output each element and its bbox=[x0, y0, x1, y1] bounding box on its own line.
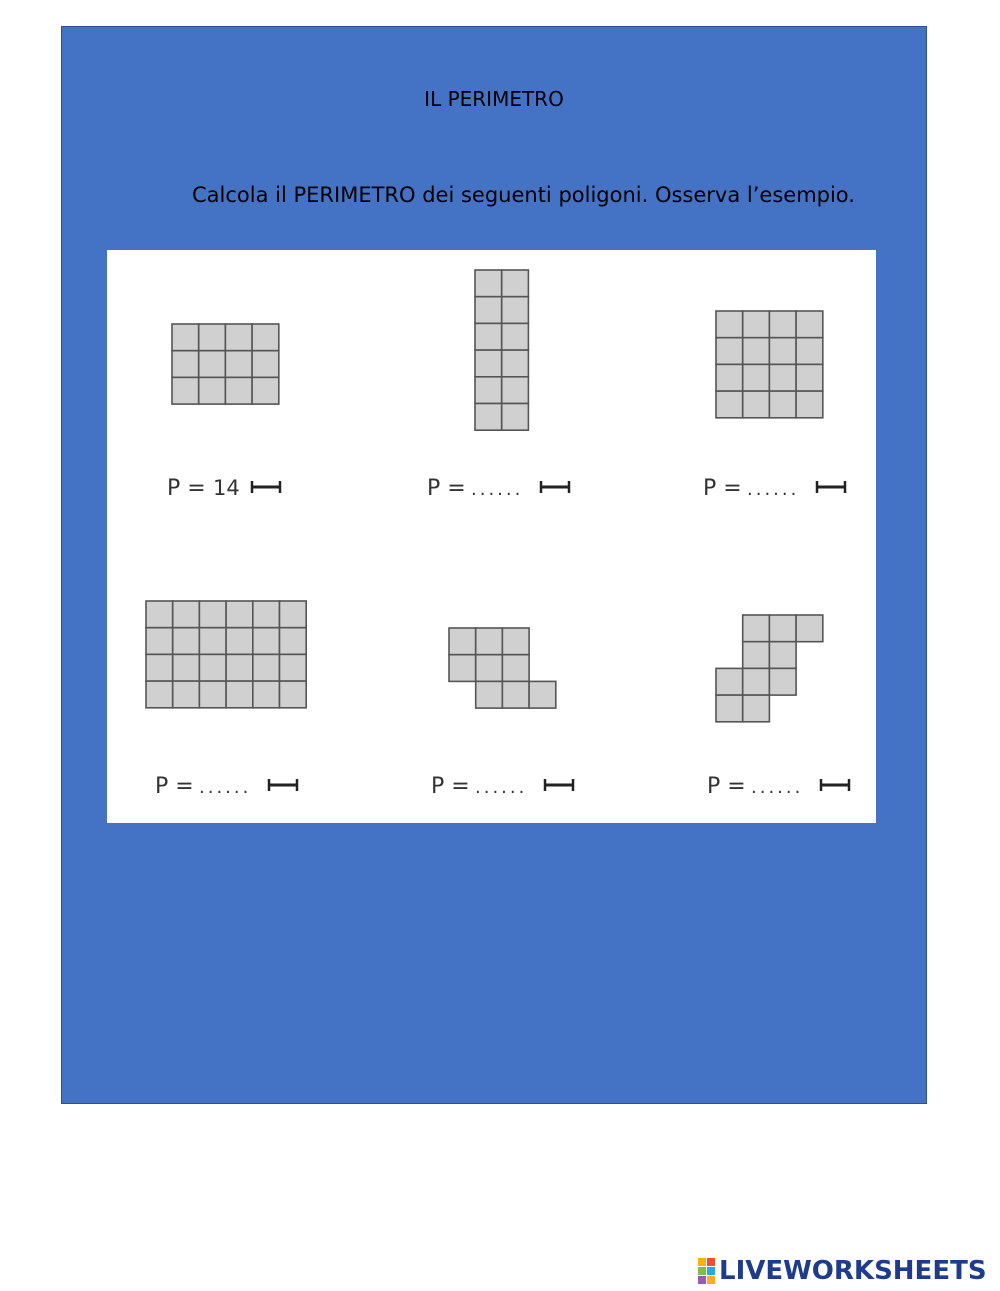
grid-square bbox=[796, 364, 823, 391]
perimeter-label: P = bbox=[703, 476, 742, 501]
grid-square bbox=[796, 311, 823, 338]
instruction-text: Calcola il PERIMETRO dei seguenti poligoni. Osserva l’esempio. bbox=[192, 183, 855, 207]
grid-square bbox=[475, 377, 502, 404]
grid-square bbox=[172, 351, 199, 378]
grid-square bbox=[226, 654, 253, 681]
perimeter-label: P = bbox=[427, 476, 466, 501]
grid-square bbox=[226, 681, 253, 708]
grid-square bbox=[502, 681, 529, 708]
grid-square bbox=[796, 615, 823, 642]
grid-square bbox=[743, 695, 770, 722]
grid-square bbox=[743, 311, 770, 338]
answer-blank[interactable]: ...... bbox=[199, 777, 252, 798]
grid-square bbox=[769, 311, 796, 338]
grid-square bbox=[199, 681, 226, 708]
polygon-2 bbox=[475, 270, 528, 430]
unit-segment-icon bbox=[269, 779, 297, 791]
grid-square bbox=[199, 324, 226, 351]
perimeter-line-4 bbox=[155, 774, 297, 799]
grid-square bbox=[743, 642, 770, 669]
exercise-sheet bbox=[107, 250, 876, 823]
grid-square bbox=[173, 601, 200, 628]
grid-square bbox=[743, 615, 770, 642]
perimeter-label: P = bbox=[431, 774, 470, 799]
perimeter-label: P = bbox=[155, 774, 194, 799]
grid-square bbox=[502, 655, 529, 682]
grid-square bbox=[502, 270, 529, 297]
grid-square bbox=[172, 377, 199, 404]
grid-square bbox=[475, 404, 502, 431]
grid-square bbox=[743, 391, 770, 418]
grid-square bbox=[796, 391, 823, 418]
perimeter-line-3 bbox=[703, 476, 845, 501]
grid-square bbox=[475, 323, 502, 350]
page-title: IL PERIMETRO bbox=[424, 87, 564, 111]
polygon-3 bbox=[716, 311, 823, 418]
grid-square bbox=[449, 655, 476, 682]
grid-square bbox=[173, 681, 200, 708]
grid-square bbox=[199, 628, 226, 655]
grid-square bbox=[280, 681, 307, 708]
grid-square bbox=[475, 350, 502, 377]
grid-square bbox=[252, 351, 279, 378]
logo-mark-icon bbox=[698, 1258, 715, 1284]
grid-square bbox=[199, 601, 226, 628]
unit-segment-icon bbox=[541, 481, 569, 493]
perimeter-label: P = bbox=[167, 476, 206, 501]
polygon-5 bbox=[449, 628, 556, 708]
grid-square bbox=[769, 615, 796, 642]
grid-square bbox=[716, 338, 743, 365]
perimeter-label: P = bbox=[707, 774, 746, 799]
grid-square bbox=[769, 668, 796, 695]
grid-square bbox=[253, 628, 280, 655]
grid-square bbox=[716, 668, 743, 695]
grid-square bbox=[173, 654, 200, 681]
grid-square bbox=[199, 654, 226, 681]
polygon-4 bbox=[146, 601, 306, 708]
grid-square bbox=[173, 628, 200, 655]
answer-blank[interactable]: ...... bbox=[475, 777, 528, 798]
grid-square bbox=[146, 681, 173, 708]
grid-square bbox=[225, 324, 252, 351]
grid-square bbox=[502, 323, 529, 350]
grid-square bbox=[280, 654, 307, 681]
grid-square bbox=[476, 681, 503, 708]
grid-square bbox=[743, 364, 770, 391]
grid-square bbox=[502, 297, 529, 324]
polygon-6 bbox=[716, 615, 823, 722]
grid-square bbox=[253, 601, 280, 628]
perimeter-answer: 14 bbox=[213, 476, 240, 500]
grid-square bbox=[716, 695, 743, 722]
perimeter-line-2 bbox=[427, 476, 569, 501]
grid-square bbox=[172, 324, 199, 351]
grid-square bbox=[769, 642, 796, 669]
grid-square bbox=[475, 297, 502, 324]
grid-square bbox=[716, 391, 743, 418]
perimeter-line-6 bbox=[707, 774, 849, 799]
polygons-figure bbox=[107, 250, 876, 823]
grid-square bbox=[199, 377, 226, 404]
unit-segment-icon bbox=[821, 779, 849, 791]
grid-square bbox=[146, 601, 173, 628]
grid-square bbox=[769, 391, 796, 418]
perimeter-line-5 bbox=[431, 774, 573, 799]
grid-square bbox=[449, 628, 476, 655]
grid-square bbox=[743, 338, 770, 365]
grid-square bbox=[796, 338, 823, 365]
grid-square bbox=[476, 655, 503, 682]
grid-square bbox=[769, 364, 796, 391]
polygon-1 bbox=[172, 324, 279, 404]
grid-square bbox=[502, 350, 529, 377]
grid-square bbox=[502, 628, 529, 655]
brand-name: LIVEWORKSHEETS bbox=[719, 1256, 987, 1286]
grid-square bbox=[199, 351, 226, 378]
grid-square bbox=[253, 654, 280, 681]
unit-segment-icon bbox=[252, 481, 280, 493]
liveworksheets-logo bbox=[698, 1255, 987, 1287]
grid-square bbox=[252, 377, 279, 404]
grid-square bbox=[253, 681, 280, 708]
grid-square bbox=[475, 270, 502, 297]
grid-square bbox=[252, 324, 279, 351]
grid-square bbox=[280, 601, 307, 628]
grid-square bbox=[502, 404, 529, 431]
grid-square bbox=[502, 377, 529, 404]
grid-square bbox=[529, 681, 556, 708]
grid-square bbox=[743, 668, 770, 695]
unit-segment-icon bbox=[545, 779, 573, 791]
grid-square bbox=[146, 628, 173, 655]
grid-square bbox=[225, 377, 252, 404]
answer-blank[interactable]: ...... bbox=[747, 479, 800, 500]
answer-blank[interactable]: ...... bbox=[751, 777, 804, 798]
unit-segment-icon bbox=[817, 481, 845, 493]
answer-blank[interactable]: ...... bbox=[471, 479, 524, 500]
grid-square bbox=[716, 364, 743, 391]
grid-square bbox=[146, 654, 173, 681]
grid-square bbox=[226, 628, 253, 655]
grid-square bbox=[280, 628, 307, 655]
grid-square bbox=[476, 628, 503, 655]
grid-square bbox=[225, 351, 252, 378]
grid-square bbox=[226, 601, 253, 628]
perimeter-line-1 bbox=[167, 476, 280, 501]
grid-square bbox=[769, 338, 796, 365]
grid-square bbox=[716, 311, 743, 338]
